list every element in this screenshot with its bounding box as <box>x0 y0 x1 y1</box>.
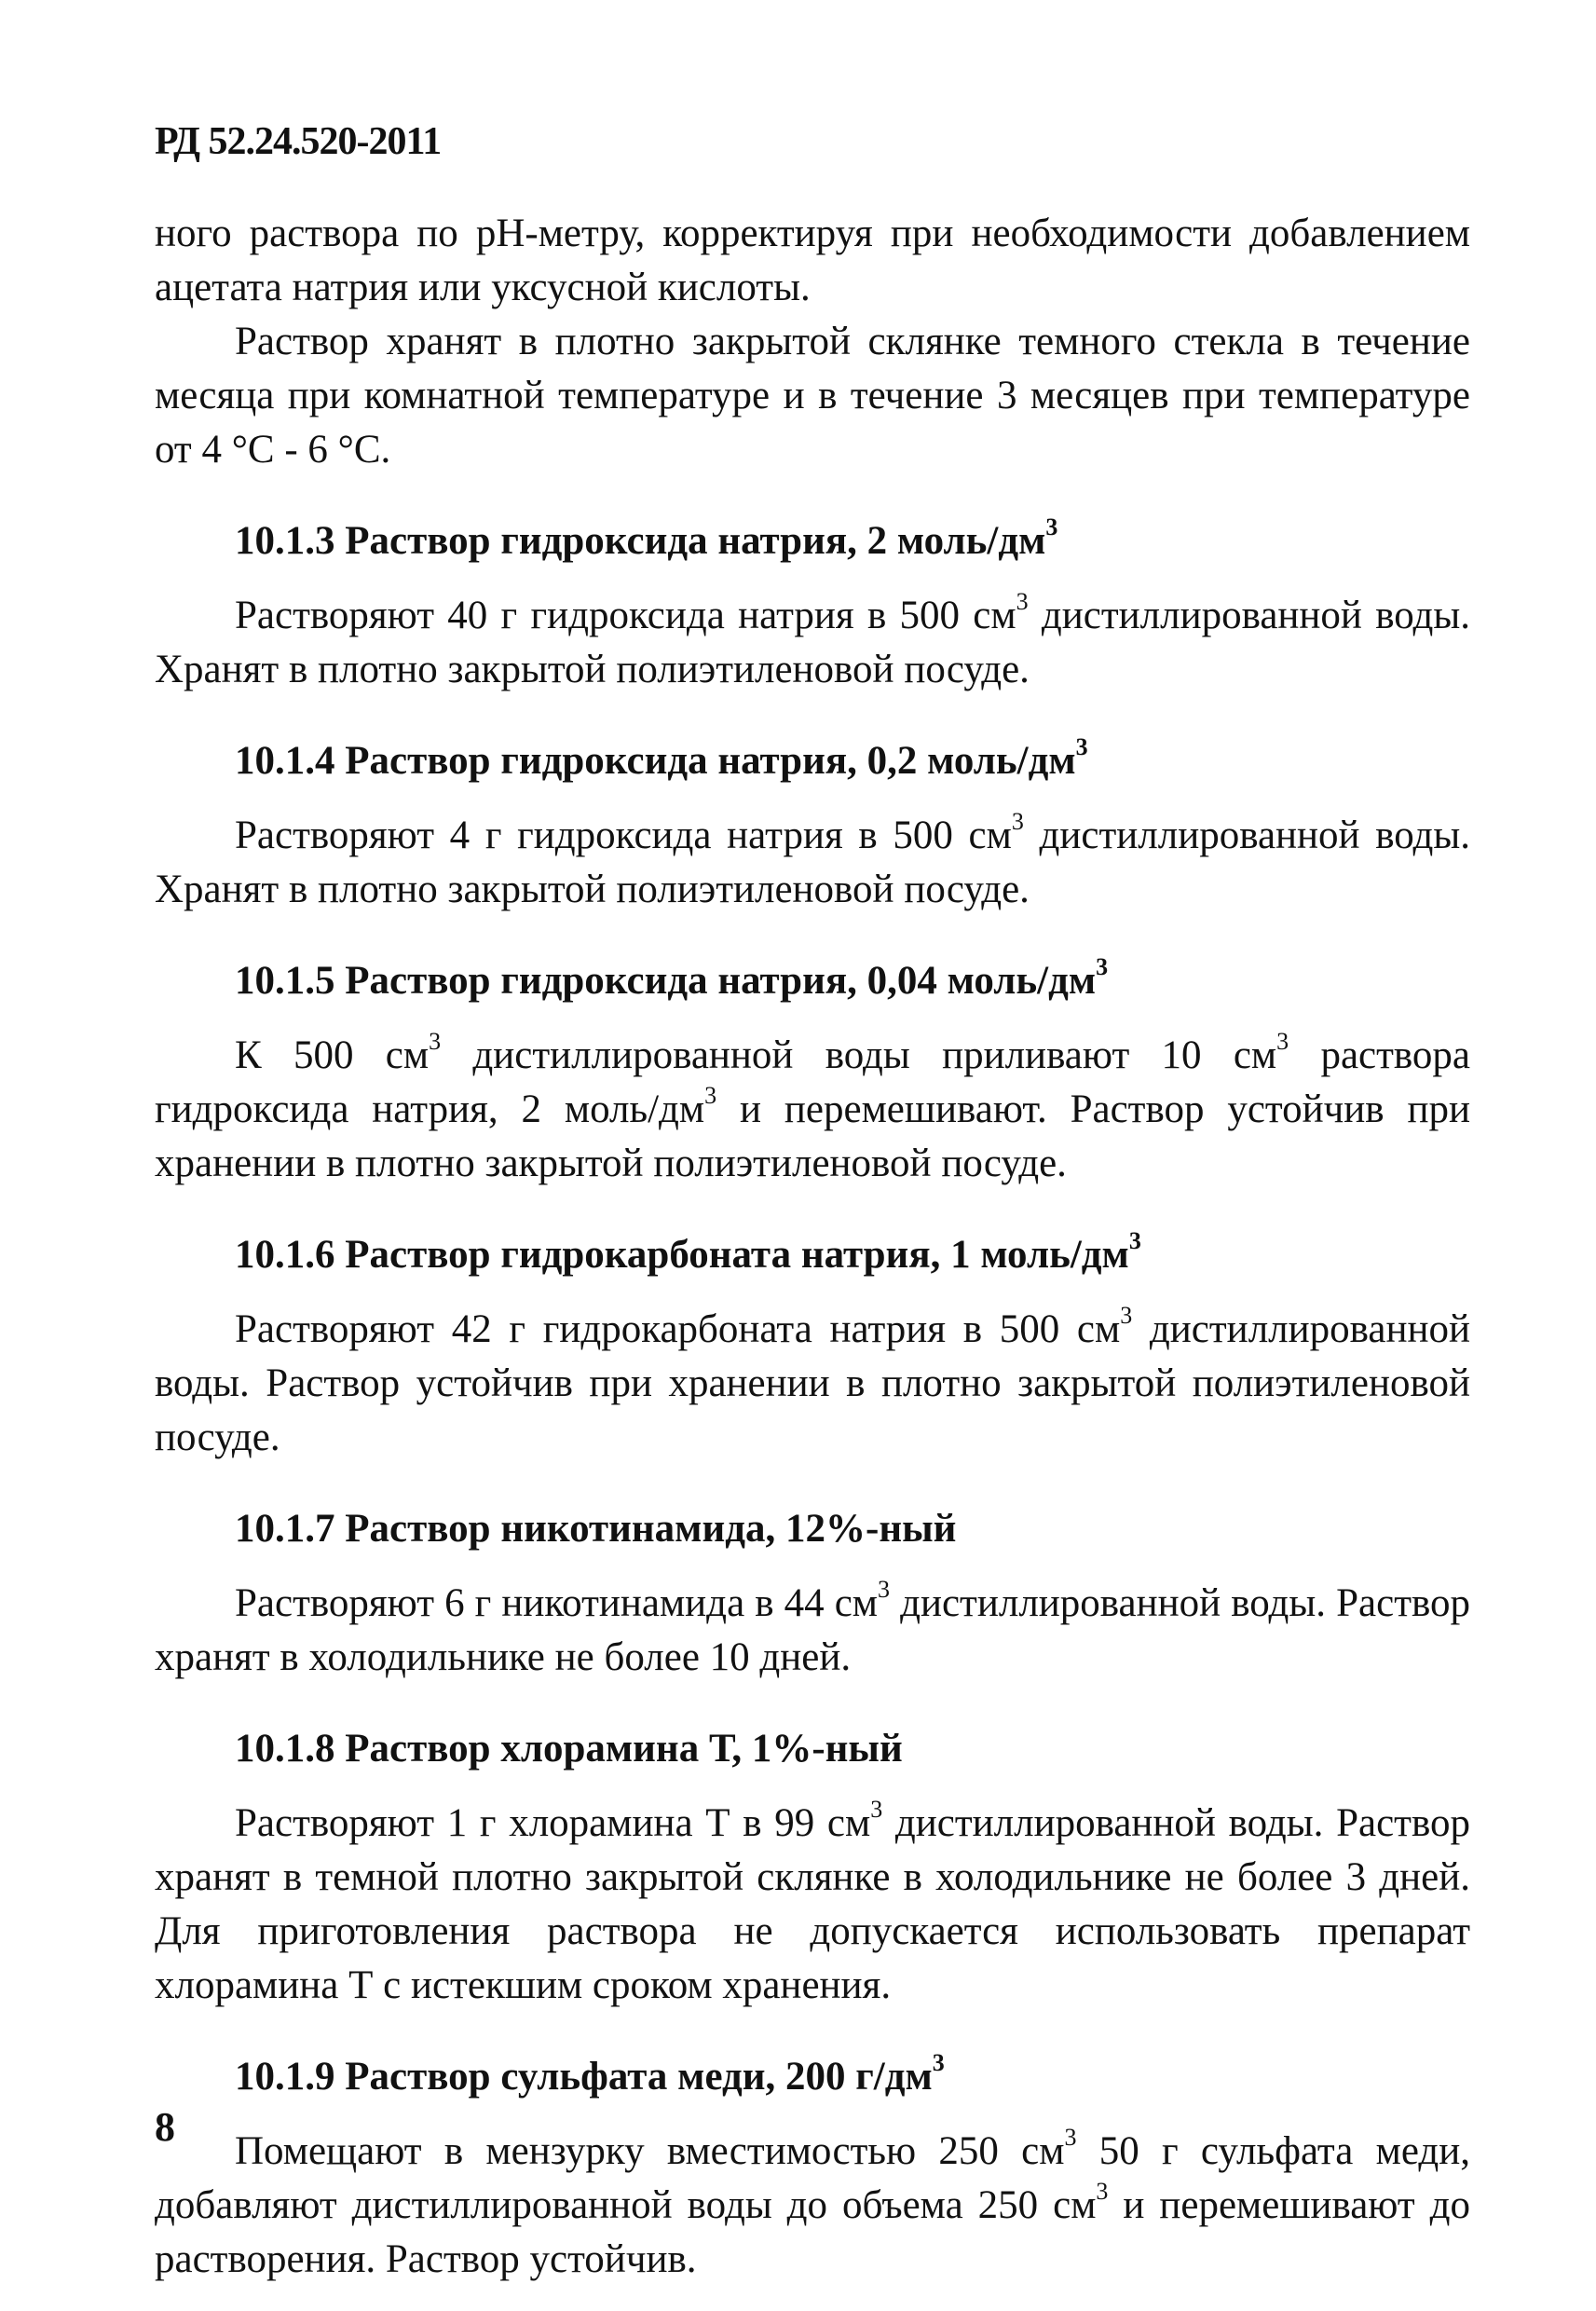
paragraph-text: Растворяют 1 г хлорамина Т в 99 см <box>235 1801 871 1845</box>
intro-paragraph-storage: Раствор хранят в плотно закрытой склянке темного стекла в течение месяца при комнатной температуре и в течение 3 месяцев при температуре от 4 °С - 6 °С. <box>155 320 1470 472</box>
document-code-header: РД 52.24.520-2011 <box>155 120 442 163</box>
paragraph-text: Растворяют 42 г гидрокарбоната натрия в 500 см <box>235 1307 1121 1351</box>
section-heading-text: 10.1.3 Раствор гидроксида натрия, 2 моль/дм <box>235 519 1046 563</box>
paragraph-text: 50 г сульфата меди, добавляют дистиллированной воды до объема 250 см <box>155 2129 1470 2227</box>
section-heading-text: 10.1.5 Раствор гидроксида натрия, 0,04 моль/дм <box>235 959 1097 1003</box>
section-paragraph <box>155 809 1470 917</box>
section-heading <box>155 1502 1470 1556</box>
section-heading-text: 10.1.9 Раствор сульфата меди, 200 г/дм <box>235 2055 933 2099</box>
intro-paragraph-continuation: ного раствора по рН-метру, корректируя при необходимости добавлением ацетата натрия или уксусной кислоты. <box>155 212 1470 309</box>
paragraph-text: дистиллированной воды. Хранят в плотно закрытой полиэтиленовой посуде. <box>155 814 1471 911</box>
superscript: 3 <box>1096 953 1109 980</box>
superscript: 3 <box>932 2049 945 2076</box>
superscript: 3 <box>1120 1302 1133 1329</box>
section-paragraph <box>155 1029 1470 1191</box>
section <box>155 2050 1470 2287</box>
paragraph-text: К 500 см <box>235 1033 430 1077</box>
section-paragraph <box>155 1797 1470 2013</box>
paragraph-text: дистиллированной воды. Раствор устойчив при хранении в плотно закрытой полиэтиленовой посуде. <box>155 1307 1470 1459</box>
paragraph-text: Растворяют 40 г гидроксида натрия в 500 см <box>235 594 1016 637</box>
superscript: 3 <box>1011 808 1024 835</box>
section-heading-text: 10.1.7 Раствор никотинамида, 12%-ный <box>235 1507 957 1551</box>
superscript: 3 <box>1276 1028 1289 1055</box>
paragraph-text: Растворяют 4 г гидроксида натрия в 500 см <box>235 814 1012 857</box>
superscript: 3 <box>1096 2178 1109 2205</box>
section-heading <box>155 2050 1470 2104</box>
section-heading <box>155 1228 1470 1282</box>
superscript: 3 <box>878 1576 890 1603</box>
page-number: 8 <box>155 2104 175 2150</box>
paragraph-text: дистиллированной воды. Раствор хранят в холодильнике не более 10 дней. <box>155 1581 1470 1679</box>
document-body <box>155 207 1470 2287</box>
section <box>155 954 1470 1191</box>
superscript: 3 <box>1016 588 1029 615</box>
section-heading <box>155 514 1470 568</box>
paragraph-text: раствора гидроксида натрия, 2 моль/дм <box>155 1033 1470 1131</box>
superscript: 3 <box>1064 2124 1077 2151</box>
paragraph-text: дистиллированной воды приливают 10 см <box>441 1033 1277 1077</box>
superscript: 3 <box>870 1796 883 1823</box>
section-paragraph <box>155 589 1470 697</box>
superscript: 3 <box>1075 733 1088 760</box>
section-heading-text: 10.1.8 Раствор хлорамина Т, 1%-ный <box>235 1727 903 1771</box>
superscript: 3 <box>1128 1227 1141 1254</box>
superscript: 3 <box>704 1082 717 1109</box>
section-heading <box>155 954 1470 1008</box>
section <box>155 1722 1470 2013</box>
section <box>155 1228 1470 1465</box>
paragraph-text: и перемешивают до растворения. Раствор устойчив. <box>155 2183 1470 2281</box>
paragraph-text: Помещают в мензурку вместимостью 250 см <box>235 2129 1065 2173</box>
section-heading-text: 10.1.4 Раствор гидроксида натрия, 0,2 моль/дм <box>235 739 1076 783</box>
section <box>155 1502 1470 1685</box>
section-paragraph <box>155 1303 1470 1465</box>
section <box>155 734 1470 917</box>
section-heading <box>155 1722 1470 1776</box>
section <box>155 514 1470 697</box>
section-heading <box>155 734 1470 788</box>
superscript: 3 <box>429 1028 442 1055</box>
paragraph-text: дистиллированной воды. Хранят в плотно закрытой полиэтиленовой посуде. <box>155 594 1470 691</box>
paragraph-text: Растворяют 6 г никотинамида в 44 см <box>235 1581 878 1625</box>
section-heading-text: 10.1.6 Раствор гидрокарбоната натрия, 1 моль/дм <box>235 1233 1129 1277</box>
sections-list <box>155 514 1470 2287</box>
paragraph-text: и перемешивают. Раствор устойчив при хранении в плотно закрытой полиэтиленовой посуде. <box>155 1087 1470 1185</box>
section-paragraph <box>155 2125 1470 2287</box>
superscript: 3 <box>1045 513 1058 540</box>
section-paragraph <box>155 1577 1470 1685</box>
paragraph-text: дистиллированной воды. Раствор хранят в темной плотно закрытой склянке в холодильнике не более 3 дней. Для приготовления раствора не допускается использовать препарат хлорамина Т с истекшим сроком хранения. <box>155 1801 1470 2007</box>
